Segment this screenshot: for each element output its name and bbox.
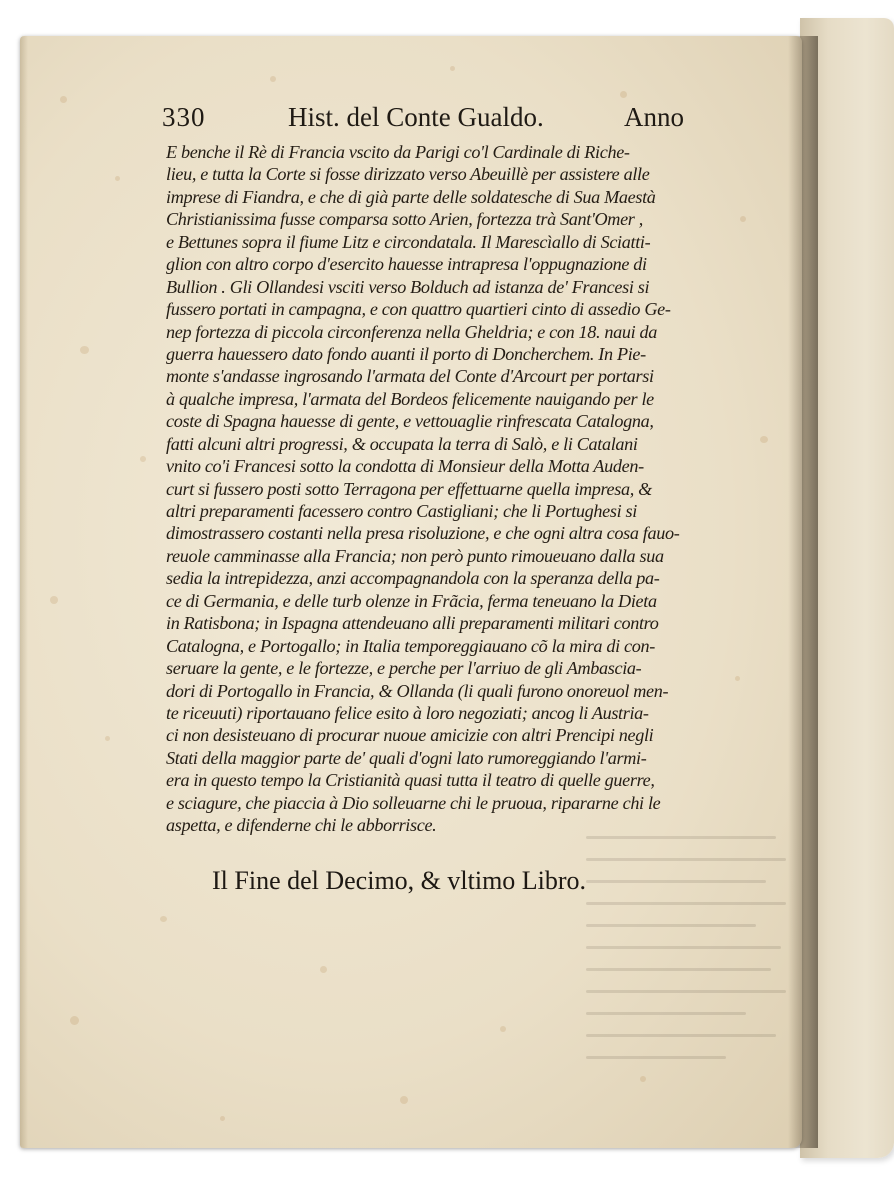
text-line: sedia la intrepidezza, anzi accompagnandola con la speranza della pa-: [166, 568, 660, 589]
page-edge-shading: [20, 36, 28, 1148]
text-line: curt si fussero posti sotto Terragona per effettuarne quella impresa, &: [166, 478, 652, 499]
text-line: dimostrassero costanti nella presa risoluzione, e che ogni altra cosa fauo-: [166, 523, 680, 544]
text-line: te riceuuti) riportauano felice esito à loro negoziati; ancog li Austria-: [166, 702, 649, 723]
text-line: fussero portati in campagna, e con quattro quartieri cinto di assedio Ge-: [166, 299, 671, 320]
text-line: Christianissima fusse comparsa sotto Arien, fortezza trà Sant'Omer ,: [166, 209, 643, 230]
text-line: imprese di Fiandra, e che di già parte delle soldatesche di Sua Maestà: [166, 186, 656, 207]
text-line: ci non desisteuano di procurar nuoue amicizie con altri Prencipi negli: [166, 725, 654, 746]
text-line: e sciagure, che piaccia à Dio solleuarne chi le pruoua, ripararne chi le: [166, 792, 661, 813]
body-text: [166, 141, 712, 837]
text-line: nep fortezza di piccola circonferenza nella Gheldria; e con 18. naui da: [166, 321, 658, 342]
text-line: coste di Spagna hauesse di gente, e vettouaglie rinfrescata Catalogna,: [166, 411, 654, 432]
running-title: Hist. del Conte Gualdo.: [288, 102, 544, 132]
text-line: Catalogna, e Portogallo; in Italia temporeggiauano cõ la mira di con-: [166, 635, 655, 656]
text-line: in Ratisbona; in Ispagna attendeuano alli preparamenti militari contro: [166, 613, 659, 634]
text-line: E benche il Rè di Francia vscito da Parigi co'l Cardinale di Riche-: [166, 142, 630, 162]
text-line: vnito co'i Francesi sotto la condotta di Monsieur della Motta Auden-: [166, 456, 644, 477]
text-line: glion con altro corpo d'esercito hauesse intrapresa l'oppugnazione di: [166, 254, 647, 275]
text-line: altri preparamenti facessero contro Castigliani; che li Portughesi si: [166, 501, 637, 521]
header-catchword: Anno: [624, 102, 684, 132]
text-line: monte s'andasse ingrosando l'armata del Conte d'Arcourt per portarsi: [166, 366, 654, 387]
text-line: ce di Germania, e delle turb olenze in Frãcia, ferma teneuano la Dieta: [166, 590, 657, 611]
text-line: Stati della maggior parte de' quali d'ogni lato rumoreggiando l'armi-: [166, 747, 647, 768]
text-line: reuole camminasse alla Francia; non però punto rimoueuano dalla sua: [166, 545, 664, 566]
text-line: aspetta, e difenderne chi le abborrisce.: [166, 815, 437, 836]
text-line: dori di Portogallo in Francia, & Ollanda (li quali furono onoreuol men-: [166, 680, 669, 701]
page-header: [162, 102, 712, 142]
text-line: e Bettunes sopra il fiume Litz e circondatala. Il Marescìallo di Sciatti-: [166, 231, 651, 252]
gutter-shadow: [788, 36, 818, 1148]
text-line: Bullion . Gli Ollandesi vsciti verso Bolduch ad istanza de' Francesi si: [166, 276, 650, 297]
text-line: era in questo tempo la Cristianità quasi tutta il teatro di quelle guerre,: [166, 770, 655, 791]
text-line: à qualche impresa, l'armata del Bordeos felicemente nauigando per le: [166, 388, 654, 409]
text-line: seruare la gente, e le fortezze, e perche per l'arriuo de gli Ambascia-: [166, 658, 642, 679]
page-number: 330: [162, 102, 206, 132]
end-of-book-title: Il Fine del Decimo, & vltimo Libro.: [212, 866, 587, 895]
text-line: fatti alcuni altri progressi, & occupata la terra di Salò, e li Catalani: [166, 433, 638, 454]
text-line: lieu, e tutta la Corte si fosse dirizzato verso Abeuillè per assistere alle: [166, 164, 650, 185]
text-line: guerra hauessero dato fondo auanti il porto di Doncherchem. In Pie-: [166, 343, 646, 364]
